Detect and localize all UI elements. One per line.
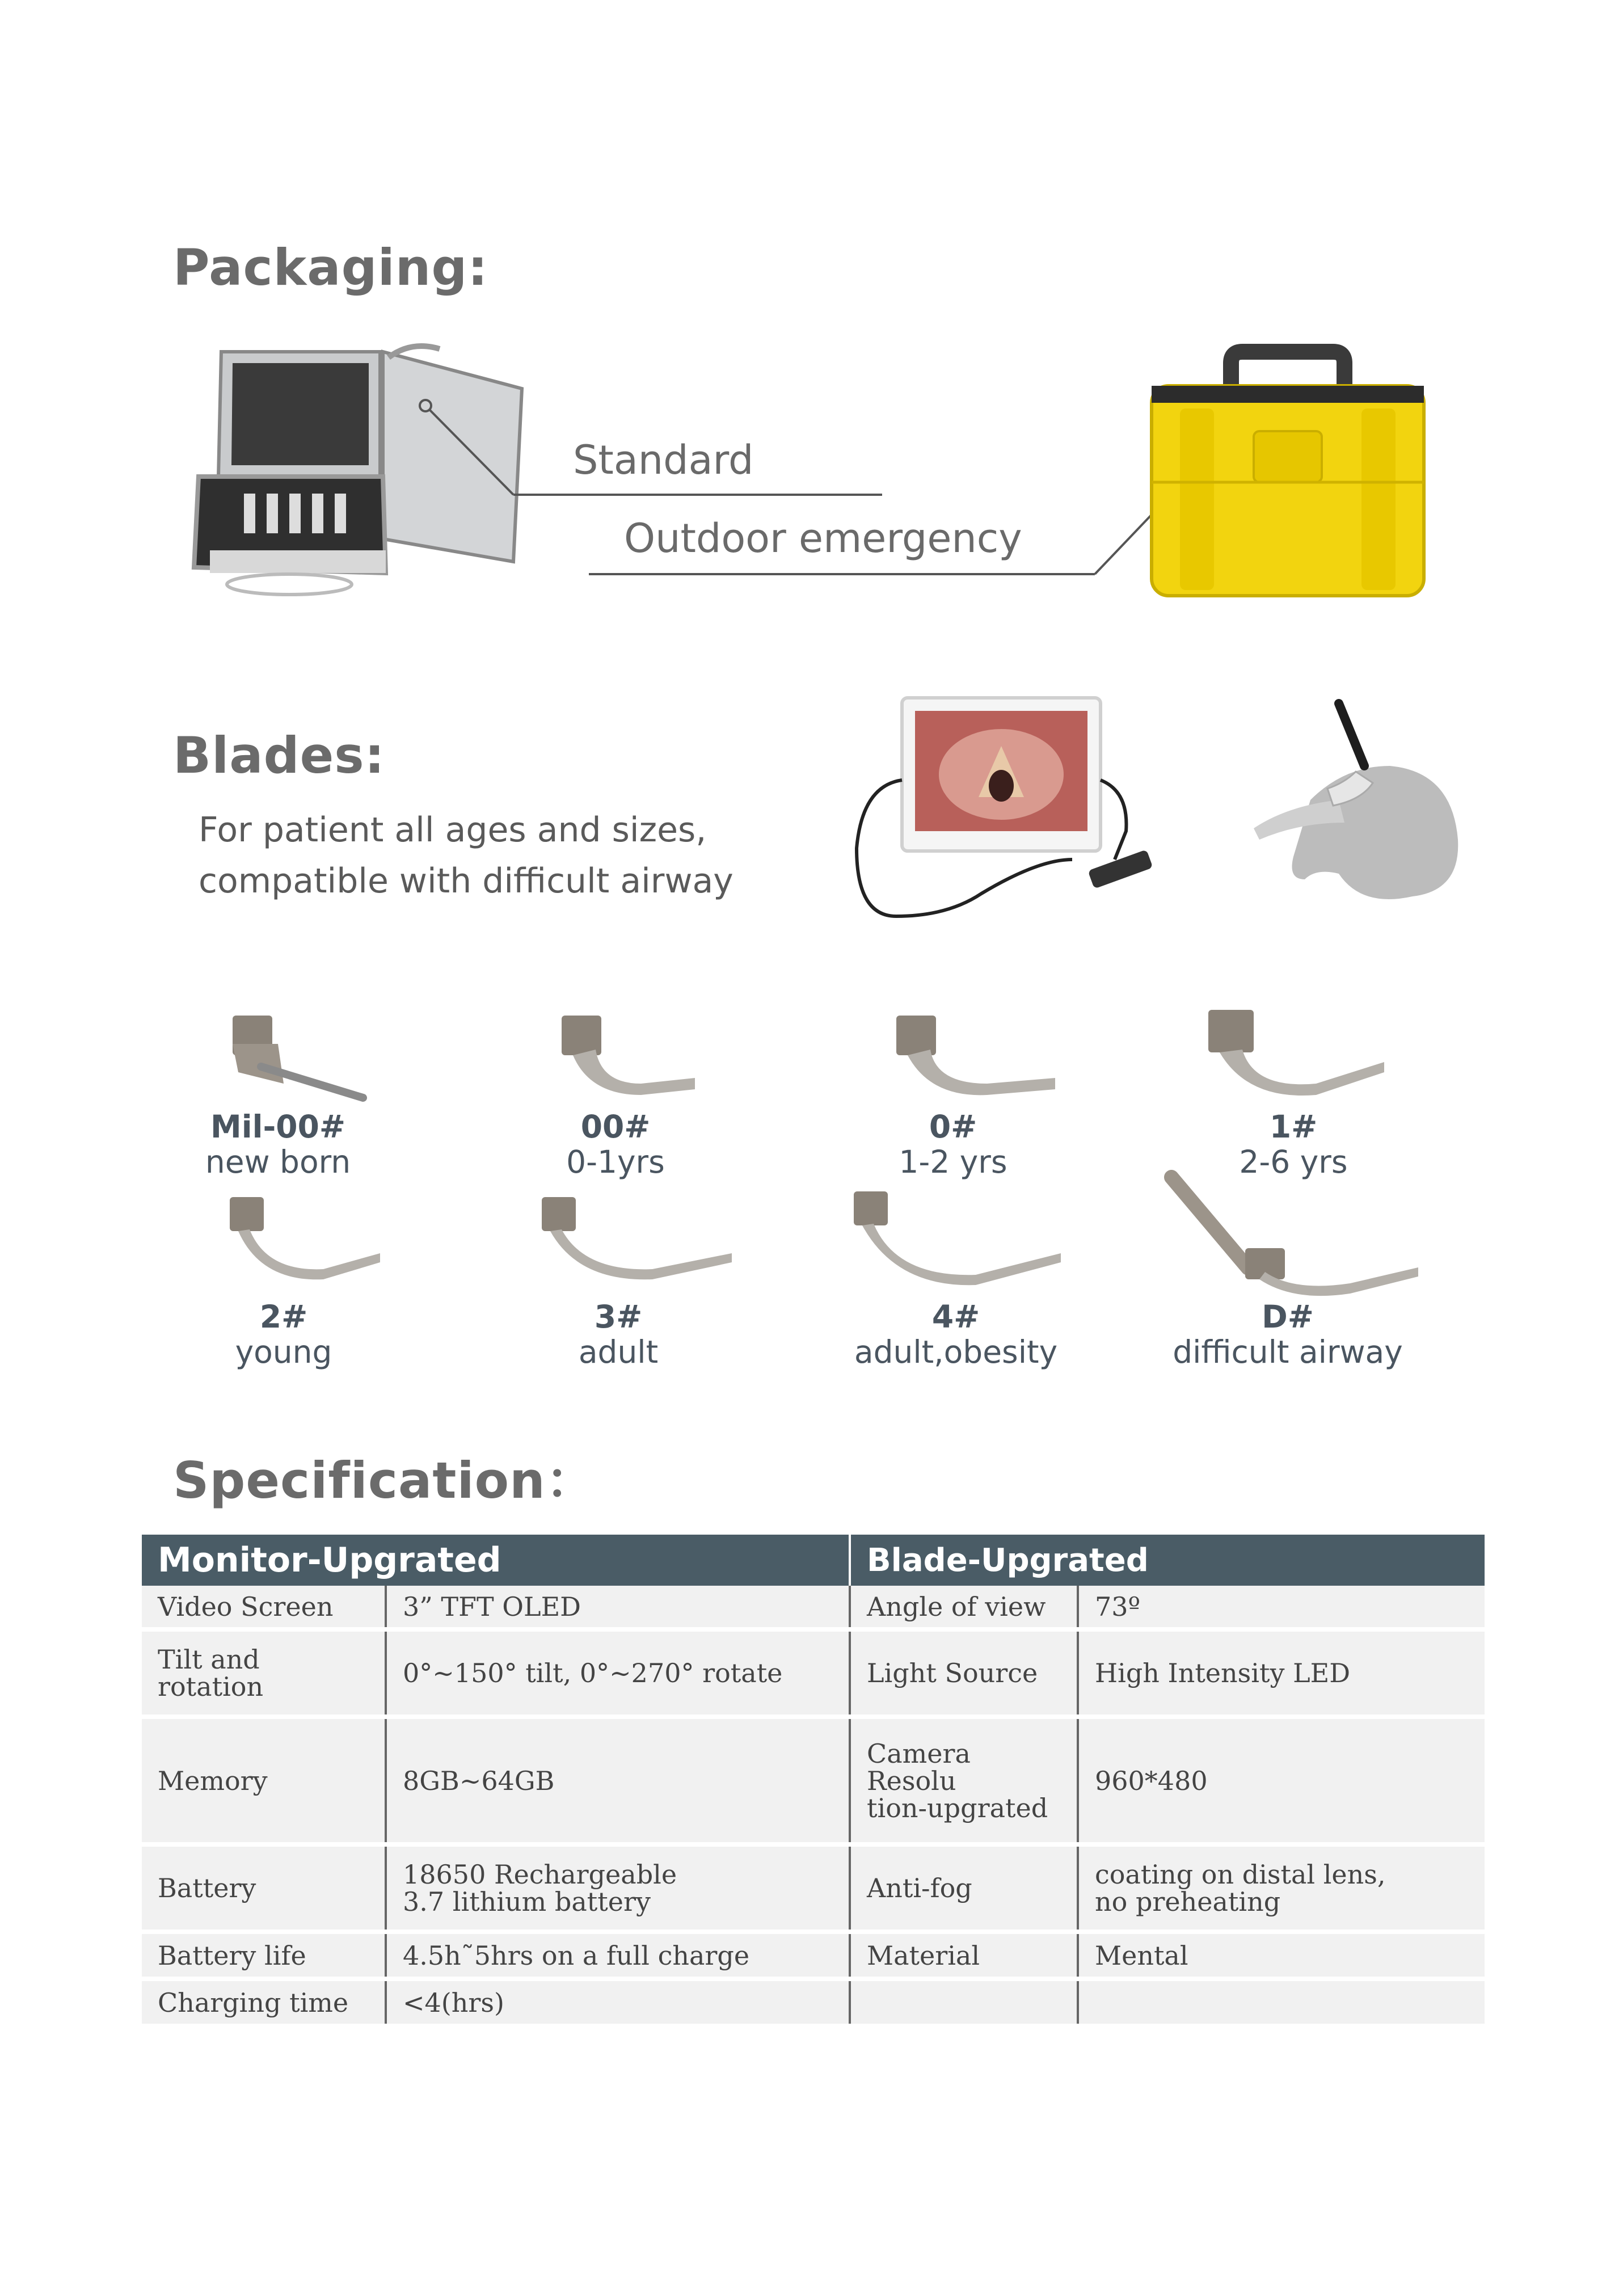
table-row (142, 1932, 1485, 1979)
spec-label: Anti-fog (850, 1844, 1078, 1932)
blade-code: Mil-00# (210, 1109, 345, 1145)
blade-label-d (1106, 1299, 1469, 1370)
blade-code: 2# (259, 1299, 308, 1335)
blade-code: 0# (929, 1109, 977, 1145)
blade-label-1 (1112, 1109, 1475, 1179)
blade-age: 2-6 yrs (1239, 1144, 1348, 1180)
blade-code: 1# (1269, 1109, 1318, 1145)
spec-label: Video Screen (142, 1586, 386, 1629)
blade-label-3 (437, 1299, 800, 1370)
monitor-upgrated-header: Monitor-Upgrated (142, 1535, 850, 1586)
blade-label-4 (774, 1299, 1137, 1370)
spec-label: Camera Resolu tion-upgrated (850, 1717, 1078, 1844)
table-row (142, 1586, 1485, 1629)
table-row (142, 1844, 1485, 1932)
blade-upgrated-header: Blade-Upgrated (850, 1535, 1485, 1586)
blade-age: difficult airway (1173, 1334, 1403, 1370)
spec-value: 0°~150° tilt, 0°~270° rotate (386, 1629, 850, 1717)
blade-age: young (235, 1334, 332, 1370)
blade-age: new born (205, 1144, 351, 1180)
table-row (142, 1629, 1485, 1717)
spec-value: 3” TFT OLED (386, 1586, 850, 1629)
blade-age: 0-1yrs (566, 1144, 665, 1180)
spec-label: Charging time (142, 1979, 386, 2026)
spec-label: Tilt and rotation (142, 1629, 386, 1717)
standard-label: Standard (573, 437, 754, 483)
spec-header-row (142, 1535, 1485, 1586)
spec-label: Memory (142, 1717, 386, 1844)
blade-image-00 (556, 1010, 703, 1106)
blades-description-line2: compatible with difficult airway (199, 861, 733, 901)
blade-image-1 (1203, 1004, 1390, 1106)
video-laryngoscope-monitor-image (857, 695, 1152, 939)
specification-heading: Specification： (173, 1451, 596, 1510)
blade-image-2 (227, 1191, 386, 1288)
blade-age: adult (578, 1334, 659, 1370)
blade-image-0 (891, 1010, 1061, 1106)
spec-label: Material (850, 1932, 1078, 1979)
yellow-case-image (1146, 346, 1430, 601)
blade-image-4 (851, 1186, 1066, 1294)
blade-age: 1-2 yrs (899, 1144, 1007, 1180)
packaging-heading: Packaging: (173, 238, 488, 297)
spec-label: Battery life (142, 1932, 386, 1979)
blade-age: adult,obesity (854, 1334, 1058, 1370)
spec-value: Mental (1078, 1932, 1485, 1979)
blade-code: 3# (594, 1299, 643, 1335)
table-row (142, 1979, 1485, 2026)
blade-code: 4# (931, 1299, 980, 1335)
blade-label-00 (434, 1109, 797, 1179)
spec-value: 4.5h˜5hrs on a full charge (386, 1932, 850, 1979)
blade-label-mil-00 (96, 1109, 460, 1179)
spec-value: 960*480 (1078, 1717, 1485, 1844)
blade-code: D# (1262, 1299, 1314, 1335)
blade-label-0 (772, 1109, 1135, 1179)
airway-head-illustration (1242, 698, 1469, 908)
spec-value: 18650 Rechargeable 3.7 lithium battery (386, 1844, 850, 1932)
blade-label-2 (102, 1299, 465, 1370)
spec-value (1078, 1979, 1485, 2026)
spec-value: 8GB~64GB (386, 1717, 850, 1844)
spec-label: Battery (142, 1844, 386, 1932)
blade-code: 00# (580, 1109, 651, 1145)
blades-description-line1: For patient all ages and sizes, (199, 810, 707, 850)
spec-value: <4(hrs) (386, 1979, 850, 2026)
outdoor-emergency-label: Outdoor emergency (624, 515, 1022, 562)
blade-image-d (1163, 1169, 1424, 1299)
spec-label: Angle of view (850, 1586, 1078, 1629)
spec-value: coating on distal lens, no preheating (1078, 1844, 1485, 1932)
blades-heading: Blades: (173, 726, 385, 785)
specification-table (142, 1535, 1485, 2028)
blade-image-mil-00 (227, 1010, 374, 1106)
table-row (142, 1717, 1485, 1844)
spec-label (850, 1979, 1078, 2026)
spec-value: 73º (1078, 1586, 1485, 1629)
blade-image-3 (539, 1191, 737, 1288)
spec-value: High Intensity LED (1078, 1629, 1485, 1717)
spec-label: Light Source (850, 1629, 1078, 1717)
